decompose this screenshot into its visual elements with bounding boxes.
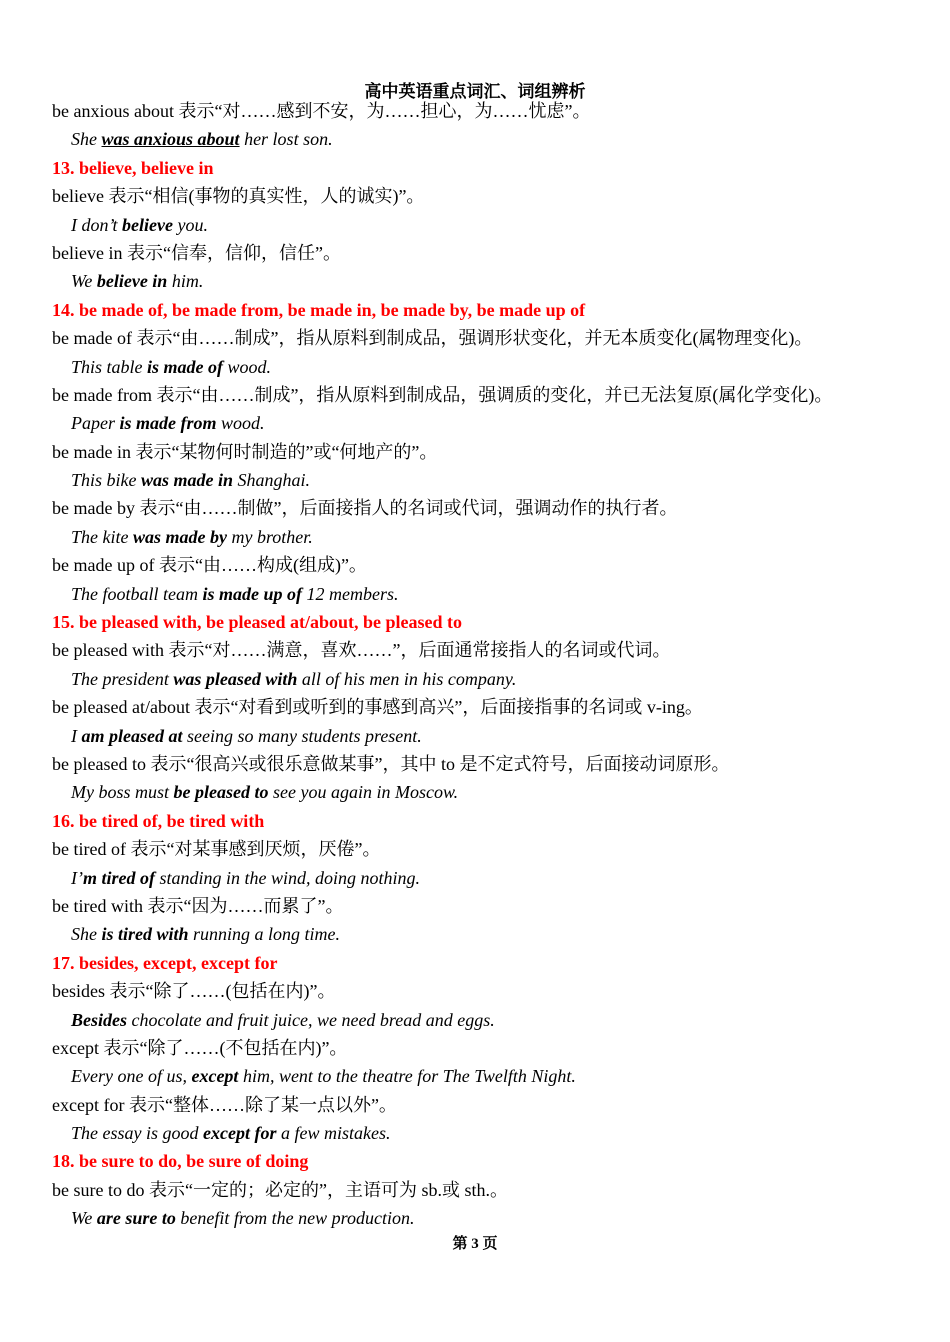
example-key-phrase xyxy=(173,669,297,689)
example-text: I’ xyxy=(71,867,83,888)
example-text: The essay is good xyxy=(71,1123,203,1144)
example-sentence xyxy=(52,1204,932,1232)
example-key-phrase xyxy=(102,129,240,149)
definition-line: be sure to do 表示“一定的；必定的”，主语可为 sb.或 sth.。 xyxy=(52,1179,508,1200)
example-key-phrase xyxy=(174,782,269,802)
section-heading: 18. be sure to do, be sure of doing xyxy=(52,1151,309,1172)
example-text: my brother. xyxy=(226,526,313,547)
definition-line: be tired of 表示“对某事感到厌烦，厌倦”。 xyxy=(52,839,381,860)
example-key-phrase xyxy=(102,924,189,944)
definition-line: except for 表示“整体……除了某一点以外”。 xyxy=(52,1094,397,1115)
example-key-phrase xyxy=(120,413,217,433)
example-sentence xyxy=(52,722,932,750)
example-sentence xyxy=(52,864,932,892)
definition-line: except 表示“除了……(不包括在内)”。 xyxy=(52,1037,348,1058)
example-sentence xyxy=(52,665,932,693)
example-text: The football team xyxy=(71,583,203,604)
definition-line: be made of 表示“由……制成”，指从原料到制成品，强调形状变化，并无本质变化(属物理变化)。 xyxy=(52,328,813,349)
example-text: all of his men in his company. xyxy=(297,668,517,689)
example-text: wood. xyxy=(216,413,265,434)
key-phrase-text: is made up of xyxy=(202,583,303,604)
definition-line: be pleased to 表示“很高兴或很乐意做某事”，其中 to 是不定式符号，后面接动词原形。 xyxy=(52,753,730,774)
example-text: benefit from the new production. xyxy=(175,1208,415,1229)
example-text: wood. xyxy=(223,356,272,377)
example-sentence xyxy=(52,267,932,295)
key-phrase-text: was pleased with xyxy=(173,668,298,689)
example-key-phrase xyxy=(147,357,223,377)
definition-line: be anxious about 表示“对……感到不安，为……担心，为……忧虑”。 xyxy=(52,101,591,121)
example-sentence xyxy=(52,778,932,806)
definition-line: believe 表示“相信(事物的真实性，人的诚实)”。 xyxy=(52,186,425,207)
example-key-phrase xyxy=(203,584,303,604)
example-sentence xyxy=(52,523,932,551)
example-sentence xyxy=(52,211,932,239)
example-text: chocolate and fruit juice, we need bread and eggs. xyxy=(127,1009,495,1030)
example-sentence xyxy=(52,920,932,948)
example-text: We xyxy=(71,271,97,292)
definition-line: besides 表示“除了……(包括在内)”。 xyxy=(52,981,336,1002)
definition-line: be made up of 表示“由……构成(组成)”。 xyxy=(52,555,367,576)
example-key-phrase xyxy=(203,1123,276,1143)
key-phrase-text: Besides xyxy=(71,1009,127,1030)
key-phrase-text: is made of xyxy=(147,356,224,377)
key-phrase-text: are sure to xyxy=(96,1208,176,1229)
example-key-phrase xyxy=(122,215,173,235)
key-phrase-text: m tired of xyxy=(83,867,155,888)
example-text: you. xyxy=(172,214,208,235)
example-sentence xyxy=(52,1119,932,1147)
key-phrase-text: is made from xyxy=(119,413,217,434)
key-phrase-text: was made by xyxy=(132,526,227,547)
page-number: 第 3 页 xyxy=(452,1236,498,1252)
example-text: running a long time. xyxy=(188,924,341,945)
example-text: I don’t xyxy=(71,214,122,235)
example-text: The kite xyxy=(71,526,133,547)
example-text: She xyxy=(71,129,102,150)
example-text: I xyxy=(71,725,82,746)
example-sentence xyxy=(52,353,932,381)
definition-line: be made from 表示“由……制成”，指从原料到制成品，强调质的变化，并已无法复原(属化学变化)。 xyxy=(52,384,833,405)
definition-line: be made in 表示“某物何时制造的”或“何地产的”。 xyxy=(52,441,438,462)
example-key-phrase xyxy=(97,1208,176,1228)
section-heading: 13. believe, believe in xyxy=(52,157,214,178)
key-phrase-text: be pleased to xyxy=(173,782,269,803)
key-phrase-text: believe in xyxy=(96,271,168,292)
example-key-phrase xyxy=(141,470,233,490)
example-text: Every one of us, xyxy=(71,1066,192,1087)
example-text: The president xyxy=(71,668,174,689)
section-heading: 17. besides, except, except for xyxy=(52,952,278,973)
definition-line: be pleased at/about 表示“对看到或听到的事感到高兴”，后面接指事的名词或 v-ing。 xyxy=(52,697,703,718)
example-text: seeing so many students present. xyxy=(182,725,422,746)
example-text: see you again in Moscow. xyxy=(268,782,459,803)
example-text: 12 members. xyxy=(302,583,399,604)
key-phrase-text: except xyxy=(191,1066,239,1087)
section-heading: 14. be made of, be made from, be made in, be made by, be made up of xyxy=(52,299,586,320)
example-text: This bike xyxy=(71,470,141,491)
example-sentence xyxy=(52,466,932,494)
example-text: This table xyxy=(71,356,148,377)
document-body xyxy=(52,97,932,1233)
definition-line: be pleased with 表示“对……满意，喜欢……”，后面通常接指人的名词或代词。 xyxy=(52,640,671,661)
example-sentence xyxy=(52,125,932,153)
definition-line: believe in 表示“信奉，信仰，信任”。 xyxy=(52,242,341,263)
example-key-phrase xyxy=(191,1066,238,1086)
example-text: My boss must xyxy=(71,782,174,803)
example-text: She xyxy=(71,924,102,945)
example-key-phrase xyxy=(133,527,227,547)
key-phrase-text: except for xyxy=(203,1123,277,1144)
key-phrase-text: was made in xyxy=(141,470,234,491)
example-text: We xyxy=(71,1208,97,1229)
example-text: him. xyxy=(167,271,204,292)
example-text: him, went to the theatre for The Twelfth Night. xyxy=(238,1066,576,1087)
example-key-phrase xyxy=(82,726,183,746)
example-text: standing in the wind, doing nothing. xyxy=(155,867,421,888)
key-phrase-text: am pleased at xyxy=(81,725,183,746)
definition-line: be made by 表示“由……制做”，后面接指人的名词或代词，强调动作的执行者。 xyxy=(52,498,678,519)
page-title: 高中英语重点词汇、词组辨析 xyxy=(364,82,586,101)
example-text: Shanghai. xyxy=(233,470,311,491)
example-key-phrase xyxy=(97,271,167,291)
example-text: a few mistakes. xyxy=(276,1123,391,1144)
example-text: Paper xyxy=(71,413,120,434)
example-key-phrase xyxy=(71,1010,127,1030)
section-heading: 15. be pleased with, be pleased at/about, be pleased to xyxy=(52,612,463,633)
key-phrase-text: is tired with xyxy=(101,924,189,945)
definition-line: be tired with 表示“因为……而累了”。 xyxy=(52,895,344,916)
example-sentence xyxy=(52,1006,932,1034)
key-phrase-text: believe xyxy=(122,214,173,235)
key-phrase-text: was anxious about xyxy=(101,129,240,150)
example-sentence xyxy=(52,1062,932,1090)
example-sentence xyxy=(52,409,932,437)
example-sentence xyxy=(52,580,932,608)
example-text: her lost son. xyxy=(239,129,333,150)
example-key-phrase xyxy=(83,868,155,888)
section-heading: 16. be tired of, be tired with xyxy=(52,810,265,831)
